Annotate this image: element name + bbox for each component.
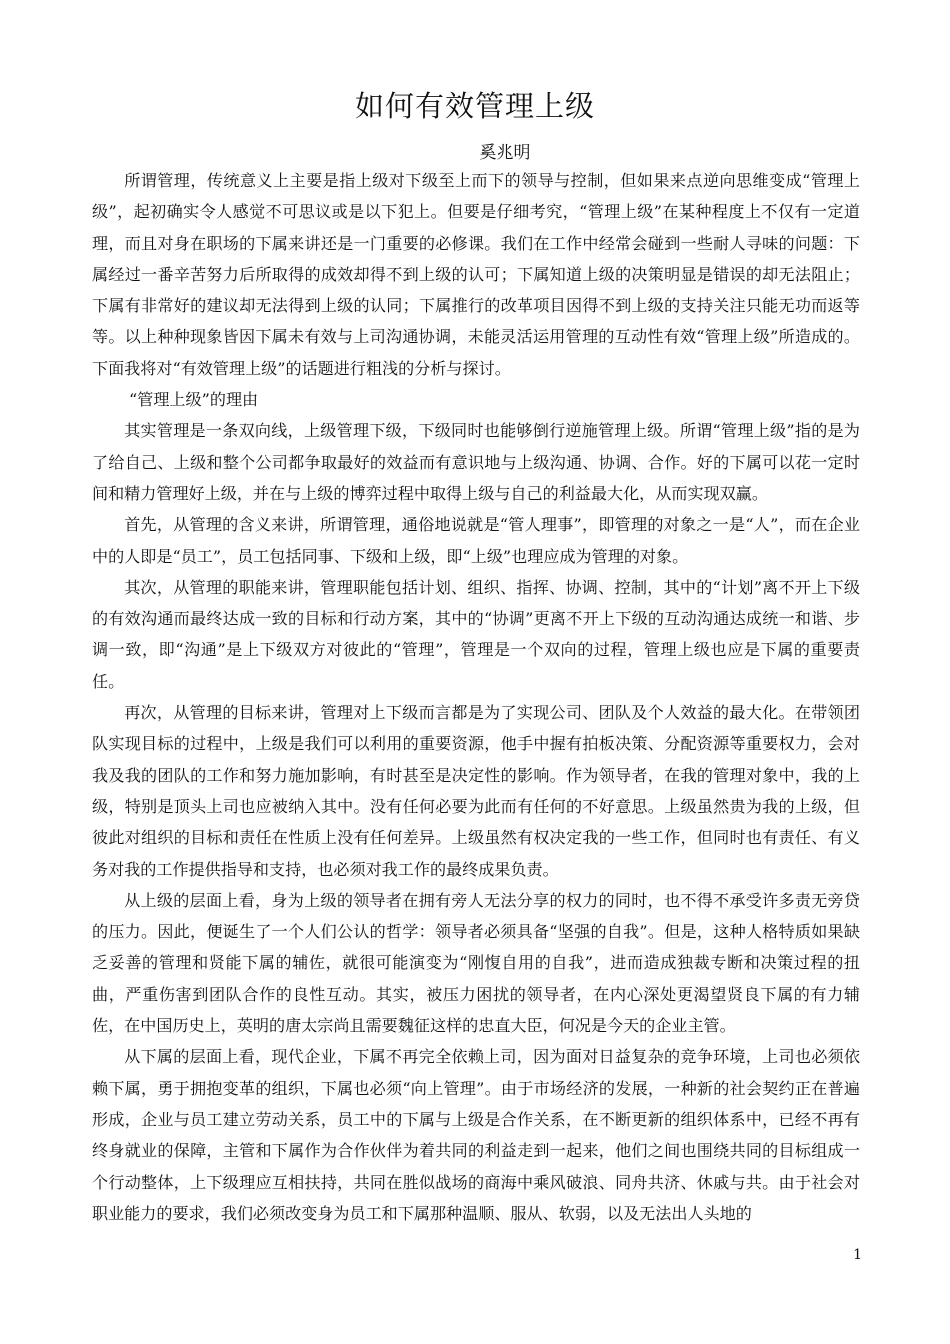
paragraph-third-goals: 再次，从管理的目标来讲，管理对上下级而言都是为了实现公司、团队及个人效益的最大化。在带领团队实现目标的过程中，上级是我们可以利用的重要资源，他手中握有拍板决策、分配资源等重要权力，会对我及我的团队的工作和努力施加影响，有时甚至是决定性的影响。作为领导者，在我的管理对象中，我的上级，特别是顶头上司也应被纳入其中。没有任何必要为此而有任何的不好意思。上级虽然贵为我的上级，但彼此对组织的目标和责任在性质上没有任何差异。上级虽然有权决定我的一些工作，但同时也有责任、有义务对我的工作提供指导和支持，也必须对我工作的最终成果负责。 xyxy=(92,703,860,879)
paragraph-two-way-management: 其实管理是一条双向线，上级管理下级，下级同时也能够倒行逆施管理上级。所谓“管理上级”指的是为了给自己、上级和整个公司都争取最好的效益而有意识地与上级沟通、协调、合作。好的下属可以花一定时间和精力管理好上级，并在与上级的博弈过程中取得上级与自己的利益最大化，从而实现双赢。 xyxy=(92,421,860,503)
paragraph-superior-perspective: 从上级的层面上看，身为上级的领导者在拥有旁人无法分享的权力的同时，也不得不承受许多责无旁贷的压力。因此，便诞生了一个人们公认的哲学：领导者必须具备“坚强的自我”。但是，这种人格特质如果缺乏妥善的管理和贤能下属的辅佐，就很可能演变为“刚愎自用的自我”，进而造成独裁专断和决策过程的扭曲，严重伤害到团队合作的良性互动。其实，被压力困扰的领导者，在内心深处更渴望贤良下属的有力辅佐，在中国历史上，英明的唐太宗尚且需要魏征这样的忠直大臣，何况是今天的企业主管。 xyxy=(92,890,860,1036)
section-heading-reasons: “管理上级”的理由 xyxy=(129,390,259,410)
document-title: 如何有效管理上级 xyxy=(354,89,595,123)
paragraph-first-meaning: 首先，从管理的含义来讲，所谓管理，通俗地说就是“管人理事”，即管理的对象之一是“人”，而在企业中的人即是“员工”，员工包括同事、下级和上级，即“上级”也理应成为管理的对象。 xyxy=(92,515,860,566)
paragraph-subordinate-perspective: 从下属的层面上看，现代企业，下属不再完全依赖上司，因为面对日益复杂的竞争环境，上司也必须依赖下属，勇于拥抱变革的组织，下属也必须“向上管理”。由于市场经济的发展，一种新的社会契约正在普遍形成，企业与员工建立劳动关系，员工中的下属与上级是合作关系，在不断更新的组织体系中，已经不再有终身就业的保障，主管和下属作为合作伙伴为着共同的利益走到一起来，他们之间也围绕共同的目标组成一个行动整体，上下级理应互相扶持，共同在胜似战场的商海中乘风破浪、同舟共济、休戚与共。由于社会对职业能力的要求，我们必须改变身为员工和下属那种温顺、服从、软弱，以及无法出人头地的 xyxy=(92,1047,860,1223)
document-author: 奚兆明 xyxy=(479,143,531,163)
paragraph-second-functions: 其次，从管理的职能来讲，管理职能包括计划、组织、指挥、协调、控制，其中的“计划”离不开上下级的有效沟通而最终达成一致的目标和行动方案，其中的“协调”更离不开上下级的互动沟通达成统一和谐、步调一致，即“沟通”是上下级双方对彼此的“管理”，管理是一个双向的过程，管理上级也应是下属的重要责任。 xyxy=(92,577,860,691)
paragraph-intro: 所谓管理，传统意义上主要是指上级对下级至上而下的领导与控制，但如果来点逆向思维变成“管理上级”，起初确实令人感觉不可思议或是以下犯上。但要是仔细考究，“管理上级”在某种程度上不仅有一定道理，而且对身在职场的下属来讲还是一门重要的必修课。我们在工作中经常会碰到一些耐人寻味的问题：下属经过一番辛苦努力后所取得的成效却得不到上级的认可；下属知道上级的决策明显是错误的却无法阻止；下属有非常好的建议却无法得到上级的认同；下属推行的改革项目因得不到上级的支持关注只能无功而返等等。以上种种现象皆因下属未有效与上司沟通协调，未能灵活运用管理的互动性有效“管理上级”所造成的。下面我将对“有效管理上级”的话题进行粗浅的分析与探讨。 xyxy=(92,171,860,378)
page-number: 1 xyxy=(853,1247,862,1263)
document-body xyxy=(92,165,860,1229)
